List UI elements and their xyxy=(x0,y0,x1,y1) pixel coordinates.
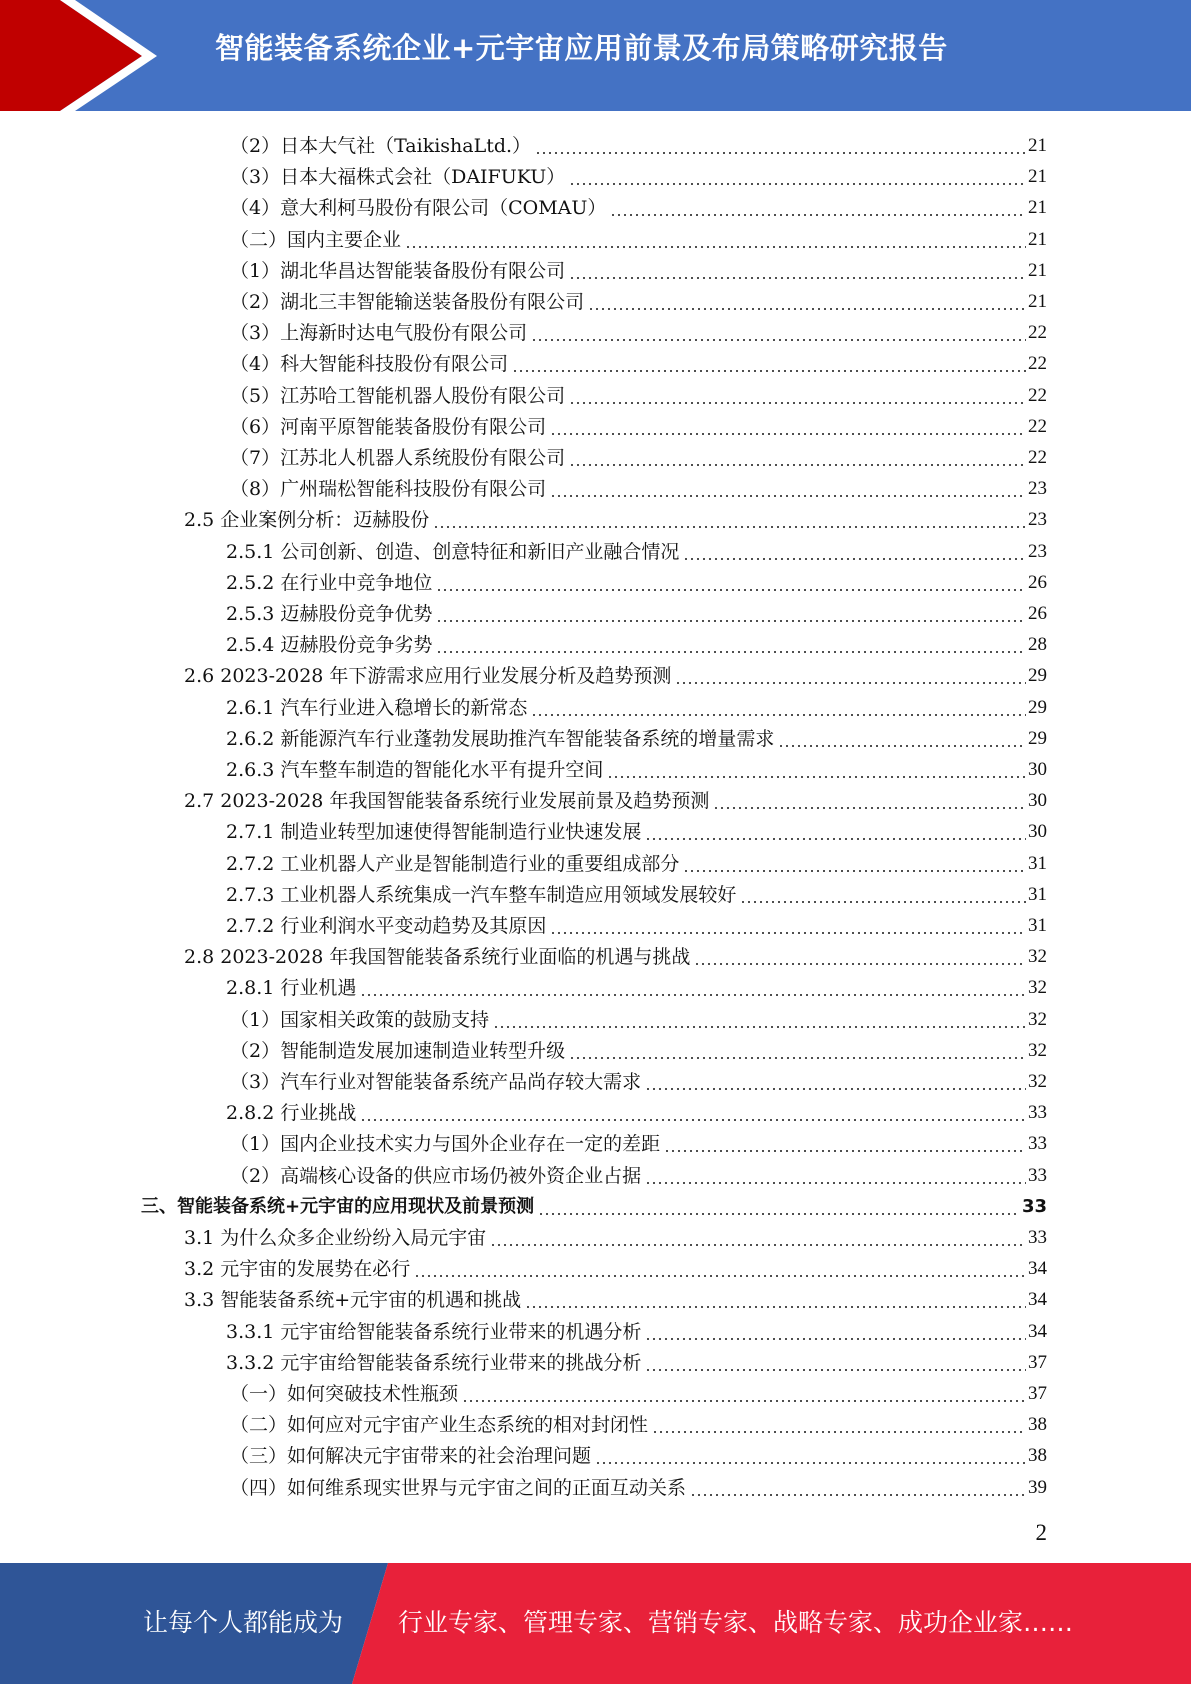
toc-entry[interactable] xyxy=(184,657,1047,687)
toc-entry-title: （1）国内企业技术实力与国外企业存在一定的差距 xyxy=(230,1133,661,1156)
toc-entry-title: （5）江苏哈工智能机器人股份有限公司 xyxy=(230,384,566,407)
toc-entry-title: 2.8.2 行业挑战 xyxy=(226,1102,357,1125)
toc-entry[interactable] xyxy=(230,1157,1047,1187)
toc-entry-page: 38 xyxy=(1028,1445,1047,1467)
toc-dot-leader xyxy=(535,137,1026,155)
toc-entry-page: 28 xyxy=(1028,634,1047,656)
toc-entry-title: （4）意大利柯马股份有限公司（COMAU） xyxy=(230,197,607,220)
toc-dot-leader xyxy=(569,168,1026,186)
toc-entry-title: （8）广州瑞松智能科技股份有限公司 xyxy=(230,478,547,501)
toc-dot-leader xyxy=(713,792,1026,810)
toc-entry-title: （四）如何维系现实世界与元宇宙之间的正面互动关系 xyxy=(230,1476,687,1499)
toc-entry-title: 2.7.3 工业机器人系统集成一汽车整车制造应用领域发展较好 xyxy=(226,883,737,906)
toc-entry-page: 32 xyxy=(1028,1039,1047,1061)
page-number: 2 xyxy=(1035,1520,1047,1545)
toc-dot-leader xyxy=(550,418,1026,436)
toc-entry-title: 3.1 为什么众多企业纷纷入局元宇宙 xyxy=(184,1227,487,1249)
toc-dot-leader xyxy=(360,1104,1026,1122)
toc-dot-leader xyxy=(778,730,1026,748)
toc-entry-page: 21 xyxy=(1028,259,1047,281)
toc-entry[interactable] xyxy=(230,127,1047,157)
toc-entry-page: 32 xyxy=(1028,1071,1047,1092)
toc-dot-leader xyxy=(462,1385,1026,1403)
toc-entry[interactable] xyxy=(184,1219,1047,1249)
toc-entry[interactable] xyxy=(184,938,1047,968)
toc-entry-page: 21 xyxy=(1028,291,1047,312)
toc-entry-title: 2.7 2023-2028 年我国智能装备系统行业发展前景及趋势预测 xyxy=(184,790,710,813)
toc-entry-title: （3）上海新时达电气股份有限公司 xyxy=(230,322,528,345)
toc-entry[interactable] xyxy=(230,1437,1047,1467)
toc-entry-title: （二）如何应对元宇宙产业生态系统的相对封闭性 xyxy=(230,1414,649,1437)
toc-entry-page: 21 xyxy=(1028,166,1047,188)
toc-entry-page: 22 xyxy=(1028,447,1047,468)
toc-entry-title: （3）日本大福株式会社（DAIFUKU） xyxy=(230,166,566,189)
toc-dot-leader xyxy=(493,1011,1026,1029)
toc-entry-title: 2.7.2 工业机器人产业是智能制造行业的重要组成部分 xyxy=(226,852,680,875)
toc-dot-leader xyxy=(569,262,1026,280)
page-header xyxy=(0,0,1191,111)
footer-slogan-right: 行业专家、管理专家、营销专家、战略专家、成功企业家…… xyxy=(398,1608,1074,1637)
toc-entry[interactable] xyxy=(230,252,1047,282)
toc-entry-title: 2.5.2 在行业中竞争地位 xyxy=(226,571,433,594)
toc-entry-title: 2.5.3 迈赫股份竞争优势 xyxy=(226,603,433,625)
toc-dot-leader xyxy=(588,293,1026,311)
toc-dot-leader xyxy=(595,1447,1026,1465)
toc-dot-leader xyxy=(664,1135,1026,1153)
toc-entry-title: （2）高端核心设备的供应市场仍被外资企业占据 xyxy=(230,1164,642,1187)
toc-entry-page: 33 xyxy=(1028,1164,1047,1186)
toc-entry-page: 33 xyxy=(1028,1227,1047,1248)
toc-entry-title: 2.7.2 行业利润水平变动趋势及其原因 xyxy=(226,915,547,937)
toc-dot-leader xyxy=(607,761,1026,779)
toc-dot-leader xyxy=(433,511,1026,529)
toc-entry[interactable] xyxy=(230,1406,1047,1436)
toc-dot-leader xyxy=(645,1073,1026,1091)
toc-entry-title: 3.3.2 元宇宙给智能装备系统行业带来的挑战分析 xyxy=(226,1351,642,1374)
toc-entry-page: 22 xyxy=(1028,322,1047,344)
toc-entry[interactable] xyxy=(226,751,1047,781)
toc-entry-title: （7）江苏北人机器人系统股份有限公司 xyxy=(230,447,566,469)
toc-entry[interactable] xyxy=(226,907,1047,937)
toc-entry-title: （3）汽车行业对智能装备系统产品尚存较大需求 xyxy=(230,1071,642,1093)
toc-entry[interactable] xyxy=(230,1125,1047,1155)
toc-entry[interactable] xyxy=(141,1188,1047,1218)
toc-entry-page: 33 xyxy=(1028,1102,1047,1124)
page-footer xyxy=(0,1563,1191,1684)
toc-entry[interactable] xyxy=(184,782,1047,812)
toc-entry[interactable] xyxy=(226,876,1047,906)
toc-entry-title: （2）智能制造发展加速制造业转型升级 xyxy=(230,1039,566,1062)
toc-entry-page: 32 xyxy=(1028,977,1047,999)
toc-dot-leader xyxy=(436,636,1026,654)
toc-entry-title: 2.6 2023-2028 年下游需求应用行业发展分析及趋势预测 xyxy=(184,665,672,688)
toc-entry-title: 2.7.1 制造业转型加速使得智能制造行业快速发展 xyxy=(226,821,642,844)
toc-dot-leader xyxy=(675,667,1026,685)
toc-entry-page: 29 xyxy=(1028,727,1047,749)
toc-entry[interactable] xyxy=(230,408,1047,438)
toc-entry[interactable] xyxy=(184,501,1047,531)
toc-dot-leader xyxy=(569,449,1026,467)
toc-entry-page: 37 xyxy=(1028,1383,1047,1404)
toc-entry[interactable] xyxy=(226,689,1047,719)
toc-entry-page: 23 xyxy=(1028,478,1047,500)
toc-dot-leader xyxy=(683,855,1026,873)
toc-entry[interactable] xyxy=(226,1313,1047,1343)
toc-entry[interactable] xyxy=(230,377,1047,407)
toc-entry-page: 31 xyxy=(1028,915,1047,936)
toc-entry[interactable] xyxy=(184,1281,1047,1311)
toc-entry[interactable] xyxy=(230,283,1047,313)
toc-entry-title: （2）日本大气社（TaikishaLtd.） xyxy=(230,135,532,157)
toc-entry-title: （2）湖北三丰智能输送装备股份有限公司 xyxy=(230,291,585,313)
toc-entry-title: 2.6.3 汽车整车制造的智能化水平有提升空间 xyxy=(226,759,604,781)
toc-entry-page: 30 xyxy=(1028,759,1047,780)
toc-entry-page: 30 xyxy=(1028,790,1047,812)
toc-entry-page: 29 xyxy=(1028,696,1047,718)
toc-entry-page: 21 xyxy=(1028,197,1047,219)
toc-entry-page: 32 xyxy=(1028,1008,1047,1030)
toc-dot-leader xyxy=(645,1167,1026,1185)
toc-dot-leader xyxy=(512,355,1026,373)
toc-dot-leader xyxy=(645,1354,1026,1372)
toc-entry-title: （1）湖北华昌达智能装备股份有限公司 xyxy=(230,259,566,282)
report-title: 智能装备系统企业+元宇宙应用前景及布局策略研究报告 xyxy=(215,31,948,65)
toc-entry-page: 29 xyxy=(1028,665,1047,687)
toc-entry[interactable] xyxy=(230,1001,1047,1031)
toc-dot-leader xyxy=(414,1260,1026,1278)
toc-dot-leader xyxy=(690,1479,1026,1497)
toc-entry-title: （1）国家相关政策的鼓励支持 xyxy=(230,1008,490,1031)
toc-entry[interactable] xyxy=(226,813,1047,843)
toc-entry[interactable] xyxy=(230,221,1047,251)
toc-entry-title: 2.5.1 公司创新、创造、创意特征和新旧产业融合情况 xyxy=(226,540,680,563)
toc-entry[interactable] xyxy=(226,720,1047,750)
toc-dot-leader xyxy=(645,1323,1026,1341)
toc-entry-page: 34 xyxy=(1028,1289,1047,1311)
toc-entry-title: （三）如何解决元宇宙带来的社会治理问题 xyxy=(230,1445,592,1468)
toc-entry[interactable] xyxy=(226,1094,1047,1124)
toc-entry-page: 34 xyxy=(1028,1320,1047,1342)
toc-entry[interactable] xyxy=(226,1344,1047,1374)
toc-dot-leader xyxy=(652,1416,1026,1434)
toc-entry[interactable] xyxy=(230,158,1047,188)
footer-slogan-left: 让每个人都能成为 xyxy=(143,1608,344,1637)
toc-entry[interactable] xyxy=(226,969,1047,999)
toc-dot-leader xyxy=(531,699,1026,717)
toc-dot-leader xyxy=(569,387,1026,405)
toc-entry-page: 34 xyxy=(1028,1258,1047,1280)
toc-entry-title: 2.8.1 行业机遇 xyxy=(226,977,357,1000)
toc-dot-leader xyxy=(569,1042,1026,1060)
toc-entry[interactable] xyxy=(230,1063,1047,1093)
toc-entry-title: 2.6.2 新能源汽车行业蓬勃发展助推汽车智能装备系统的增量需求 xyxy=(226,727,775,750)
toc-entry[interactable] xyxy=(230,439,1047,469)
toc-entry-title: 2.5 企业案例分析：迈赫股份 xyxy=(184,509,430,532)
toc-dot-leader xyxy=(610,199,1026,217)
toc-entry-title: （二）国内主要企业 xyxy=(230,228,402,251)
toc-dot-leader xyxy=(694,948,1026,966)
toc-dot-leader xyxy=(538,1198,1020,1216)
toc-entry-title: （6）河南平原智能装备股份有限公司 xyxy=(230,415,547,438)
toc-entry-page: 26 xyxy=(1028,603,1047,624)
toc-entry-page: 30 xyxy=(1028,821,1047,843)
toc-entry[interactable] xyxy=(230,314,1047,344)
toc-entry-page: 22 xyxy=(1028,384,1047,406)
toc-entry-title: 3.2 元宇宙的发展势在必行 xyxy=(184,1258,411,1281)
toc-entry[interactable] xyxy=(226,626,1047,656)
toc-entry-page: 32 xyxy=(1028,946,1047,968)
toc-entry[interactable] xyxy=(230,1032,1047,1062)
toc-entry-page: 22 xyxy=(1028,353,1047,375)
toc-entry[interactable] xyxy=(184,1250,1047,1280)
toc-entry-page: 26 xyxy=(1028,571,1047,593)
toc-entry-page: 38 xyxy=(1028,1414,1047,1436)
toc-entry-page: 39 xyxy=(1028,1476,1047,1498)
toc-entry-page: 31 xyxy=(1028,852,1047,874)
toc-dot-leader xyxy=(490,1229,1026,1247)
toc-entry-page: 23 xyxy=(1028,509,1047,531)
toc-entry[interactable] xyxy=(230,1469,1047,1499)
toc-entry-page: 31 xyxy=(1028,883,1047,905)
toc-entry-title: 三、智能装备系统+元宇宙的应用现状及前景预测 xyxy=(141,1195,535,1217)
toc-entry-title: 3.3 智能装备系统+元宇宙的机遇和挑战 xyxy=(184,1289,522,1312)
toc-dot-leader xyxy=(405,231,1026,249)
toc-dot-leader xyxy=(436,574,1026,592)
toc-dot-leader xyxy=(436,605,1026,623)
toc-dot-leader xyxy=(525,1291,1026,1309)
toc-entry[interactable] xyxy=(226,845,1047,875)
toc-dot-leader xyxy=(645,823,1026,841)
toc-entry-title: 2.8 2023-2028 年我国智能装备系统行业面临的机遇与挑战 xyxy=(184,946,691,969)
toc-dot-leader xyxy=(683,543,1026,561)
toc-entry-title: （4）科大智能科技股份有限公司 xyxy=(230,353,509,376)
toc-dot-leader xyxy=(360,979,1026,997)
toc-entry[interactable] xyxy=(226,595,1047,625)
toc-entry-page: 33 xyxy=(1021,1195,1047,1217)
toc-entry-page: 21 xyxy=(1028,135,1047,156)
toc-entry-page: 21 xyxy=(1028,228,1047,250)
toc-entry[interactable] xyxy=(226,533,1047,563)
toc-entry-page: 37 xyxy=(1028,1351,1047,1373)
toc-entry-title: 2.5.4 迈赫股份竞争劣势 xyxy=(226,634,433,657)
toc-dot-leader xyxy=(740,886,1026,904)
toc-entry[interactable] xyxy=(230,1375,1047,1405)
toc-entry[interactable] xyxy=(230,470,1047,500)
toc-entry-page: 22 xyxy=(1028,415,1047,437)
toc-entry-title: 2.6.1 汽车行业进入稳增长的新常态 xyxy=(226,696,528,719)
toc-entry[interactable] xyxy=(226,564,1047,594)
toc-dot-leader xyxy=(531,324,1026,342)
toc-entry-page: 23 xyxy=(1028,540,1047,562)
toc-entry-title: （一）如何突破技术性瓶颈 xyxy=(230,1383,459,1405)
toc-entry-title: 3.3.1 元宇宙给智能装备系统行业带来的机遇分析 xyxy=(226,1320,642,1343)
toc-entry-page: 33 xyxy=(1028,1133,1047,1155)
toc-dot-leader xyxy=(550,917,1026,935)
toc-dot-leader xyxy=(550,480,1026,498)
toc-entry[interactable] xyxy=(230,345,1047,375)
toc-entry[interactable] xyxy=(230,189,1047,219)
